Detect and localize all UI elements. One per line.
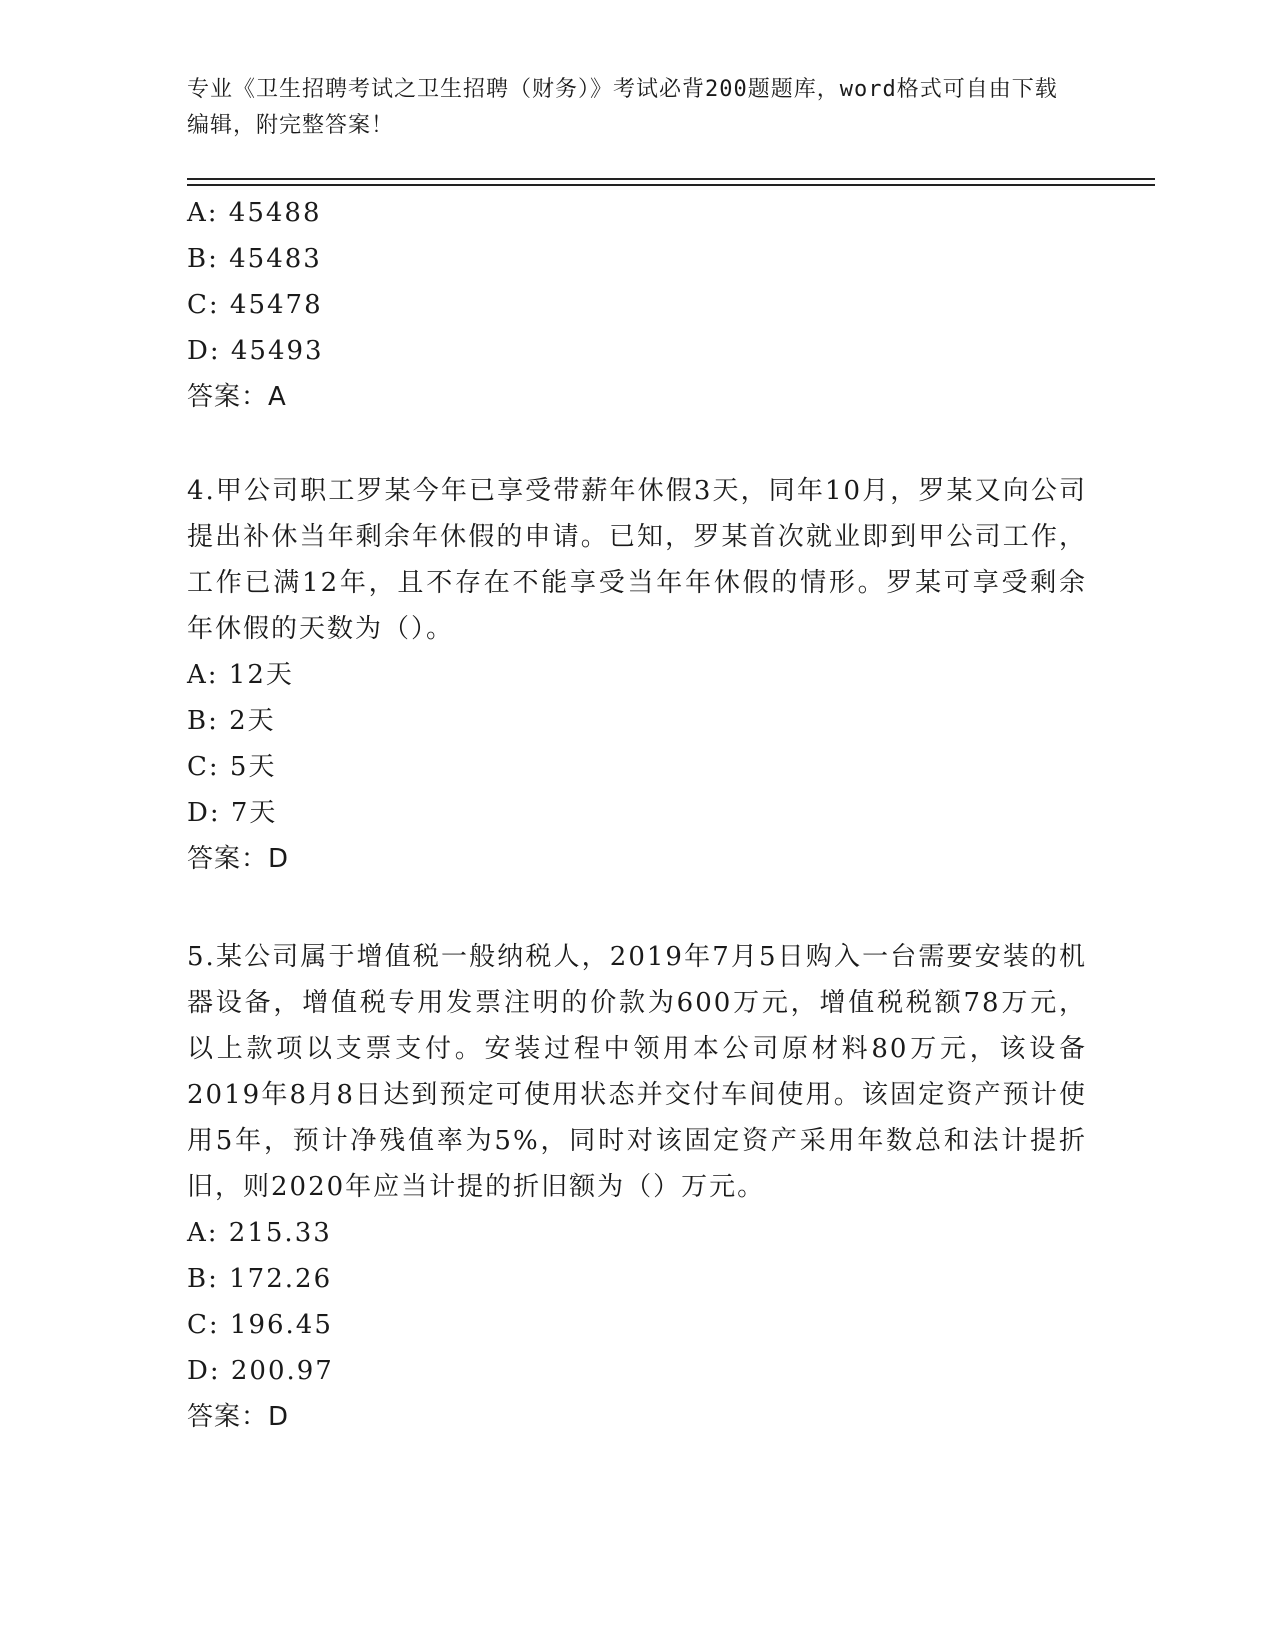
option-a: A: 215.33 — [187, 1218, 332, 1248]
option-c: C: 5天 — [187, 752, 277, 782]
question-list — [187, 190, 1087, 1440]
option-a: A: 12天 — [187, 660, 294, 690]
option-d: D: 200.97 — [187, 1356, 334, 1386]
answer-line: 答案：A — [187, 382, 287, 412]
question-text: 5.某公司属于增值税一般纳税人，2019年7月5日购入一台需要安装的机器设备，增值税专用发票注明的价款为600万元，增值税税额78万元，以上款项以支票支付。安装过程中领用本公司原材料80万元，该设备2019年8月8日达到预定可使用状态并交付车间使用。该固定资产预计使用5年，预计净残值率为5%，同时对该固定资产采用年数总和法计提折旧，则2020年应当计提的折旧额为（）万元。 — [187, 942, 1087, 1202]
question-block-3 — [187, 190, 1087, 420]
option-c: C: 196.45 — [187, 1310, 333, 1340]
option-a: A: 45488 — [187, 198, 322, 228]
option-b: B: 172.26 — [187, 1264, 333, 1294]
option-d: D: 45493 — [187, 336, 324, 366]
document-header: 专业《卫生招聘考试之卫生招聘（财务）》考试必背200题题库，word格式可自由下载编辑，附完整答案！ — [187, 77, 1058, 138]
header-rule-top — [187, 178, 1155, 180]
question-block-5 — [187, 934, 1087, 1440]
answer-line: 答案：D — [187, 1402, 290, 1432]
option-d: D: 7天 — [187, 798, 278, 828]
option-c: C: 45478 — [187, 290, 323, 320]
answer-line: 答案：D — [187, 844, 290, 874]
question-block-4 — [187, 468, 1087, 882]
question-text: 4.甲公司职工罗某今年已享受带薪年休假3天，同年10月，罗某又向公司提出补休当年剩余年休假的申请。已知，罗某首次就业即到甲公司工作，工作已满12年，且不存在不能享受当年年休假的情形。罗某可享受剩余年休假的天数为（）。 — [187, 476, 1087, 644]
option-b: B: 45483 — [187, 244, 322, 274]
option-b: B: 2天 — [187, 706, 276, 736]
header-rule-bottom — [187, 184, 1155, 186]
